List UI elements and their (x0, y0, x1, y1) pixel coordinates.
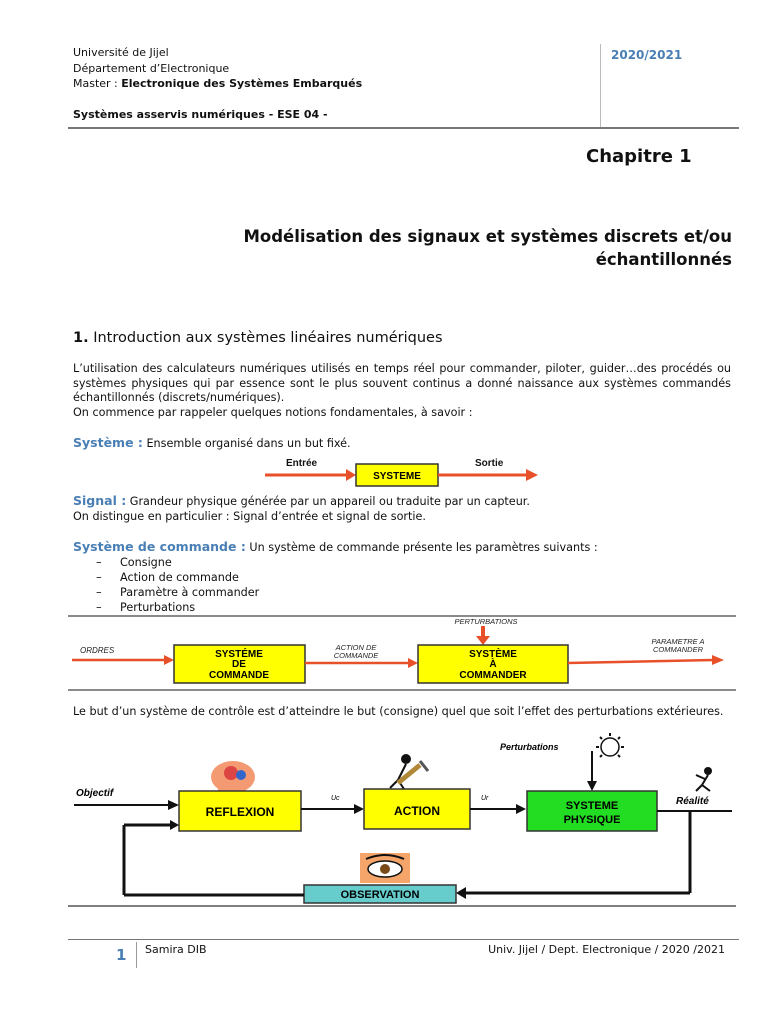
d3-observation-label: OBSERVATION (340, 889, 420, 901)
d2-perturbations-label: PERTURBATIONS (454, 617, 518, 626)
d3-arrowhead-uc (354, 804, 364, 814)
intro-paragraph: L’utilisation des calculateurs numériques utilisés en temps réel pour commander, piloter, guider…des procédés ou systèmes physiques qui par essence sont le plus souvent continus a donné naissance aux systèmes commandés échantillonnés (discrets/numériques). (73, 362, 731, 404)
header-university: Université de Jijel (73, 46, 169, 59)
d3-arrowhead-feedback-in (170, 820, 179, 830)
d2-param-l2: COMMANDER (653, 645, 703, 654)
term-commande: Système de commande : (73, 539, 246, 554)
footer-divider (136, 942, 137, 968)
term-systeme: Système : (73, 435, 143, 450)
d2-action-l2: COMMANDE (333, 651, 379, 660)
but-paragraph: Le but d’un système de contrôle est d’atteindre le but (consigne) quel que soit l’effet des perturbations extérieures. (73, 705, 724, 718)
d3-uc-label: Uc (331, 795, 340, 802)
section-heading (73, 330, 443, 346)
list-item: – Consigne (96, 555, 259, 570)
d2-ordres-label: ORDRES (80, 646, 115, 655)
list-item: – Action de commande (96, 570, 259, 585)
d3-arrowhead-feedback (456, 887, 466, 899)
header-rule (68, 127, 739, 129)
footer-author: Samira DIB (145, 943, 207, 956)
master-name: Electronique des Systèmes Embarqués (121, 77, 363, 90)
footer-affiliation: Univ. Jijel / Dept. Electronique / 2020 /2021 (488, 943, 725, 956)
master-prefix: Master : (73, 77, 122, 90)
d2-box1-l1: SYSTÉME (215, 649, 263, 660)
term-signal: Signal : (73, 493, 127, 508)
d1-system-label: SYSTEME (373, 471, 421, 482)
d2-arrowhead-perturb (476, 636, 490, 645)
chapter-title-line2: échantillonnés (595, 250, 732, 269)
diagram-systeme (260, 452, 550, 494)
header-divider-vertical (600, 44, 601, 128)
chapter-label: Chapitre 1 (586, 146, 692, 167)
chapter-title-line1: Modélisation des signaux et systèmes discrets et/ou (243, 227, 732, 246)
d3-objectif-label: Objectif (76, 788, 114, 799)
list-item: – Paramètre à commander (96, 585, 259, 600)
chapter-title (73, 225, 732, 271)
footer-rule (68, 939, 739, 940)
section-number: 1. (73, 330, 89, 346)
d2-param-l1: PARAMETRE A (651, 637, 705, 646)
d2-arrowhead-param (712, 655, 724, 665)
def-signal: Grandeur physique générée par un appareil ou traduite par un capteur. (126, 495, 530, 508)
d2-box2-l2: À (489, 659, 497, 670)
param-list (96, 555, 259, 615)
d3-arrowhead-perturb (587, 781, 597, 791)
d3-arrowhead-ur (516, 804, 526, 814)
d1-arrowhead-out (526, 469, 538, 481)
d2-arrow-param (568, 660, 713, 663)
d3-realite-label: Réalité (676, 796, 709, 807)
intro-paragraph-2: On commence par rappeler quelques notions fondamentales, à savoir : (73, 406, 473, 419)
d2-arrowhead-ordres (164, 655, 174, 665)
list-item: – Perturbations (96, 600, 259, 615)
d2-box1-l2: DE (232, 659, 246, 670)
header-master (73, 77, 362, 91)
eye-icon (360, 853, 410, 883)
def-commande: Un système de commande présente les paramètres suivants : (245, 541, 598, 554)
d2-box1-l3: COMMANDE (209, 670, 269, 681)
d3-reflexion-label: REFLEXION (205, 805, 275, 819)
d1-output-label: Sortie (475, 458, 504, 469)
d3-physique-l1: SYSTEME (565, 800, 619, 812)
d2-arrowhead-action (408, 658, 418, 668)
header-course: Systèmes asservis numériques - ESE 04 - (73, 108, 328, 121)
d3-action-label: ACTION (394, 804, 440, 818)
d1-input-label: Entrée (286, 458, 318, 469)
running-figure-icon (696, 767, 712, 791)
section-title: Introduction aux systèmes linéaires numériques (93, 330, 443, 346)
definition-commande (73, 540, 731, 556)
definition-systeme (73, 436, 731, 452)
def-systeme: Ensemble organisé dans un but fixé. (142, 437, 351, 450)
d3-physique-l2: PHYSIQUE (563, 814, 621, 826)
d2-action-l1: ACTION DE (335, 643, 377, 652)
diagram-commande (68, 612, 736, 694)
d2-box2-l3: COMMANDER (459, 670, 527, 681)
definition-signal (73, 494, 731, 510)
brain-head-icon (211, 761, 255, 793)
d3-perturbations-label: Perturbations (500, 742, 559, 752)
d3-ur-label: Ur (481, 795, 489, 802)
header-department: Département d’Electronique (73, 62, 230, 75)
worker-hammer-icon (390, 754, 428, 789)
d3-arrowhead-objectif (168, 800, 179, 810)
d1-arrowhead-in (346, 469, 356, 481)
d2-box2-l1: SYSTÈME (469, 649, 517, 660)
page-number: 1 (116, 946, 127, 964)
header-year: 2020/2021 (611, 48, 683, 62)
signal-note: On distingue en particulier : Signal d’entrée et signal de sortie. (73, 510, 426, 523)
diagram-boucle (68, 733, 736, 911)
spiky-sun-icon (596, 733, 624, 757)
